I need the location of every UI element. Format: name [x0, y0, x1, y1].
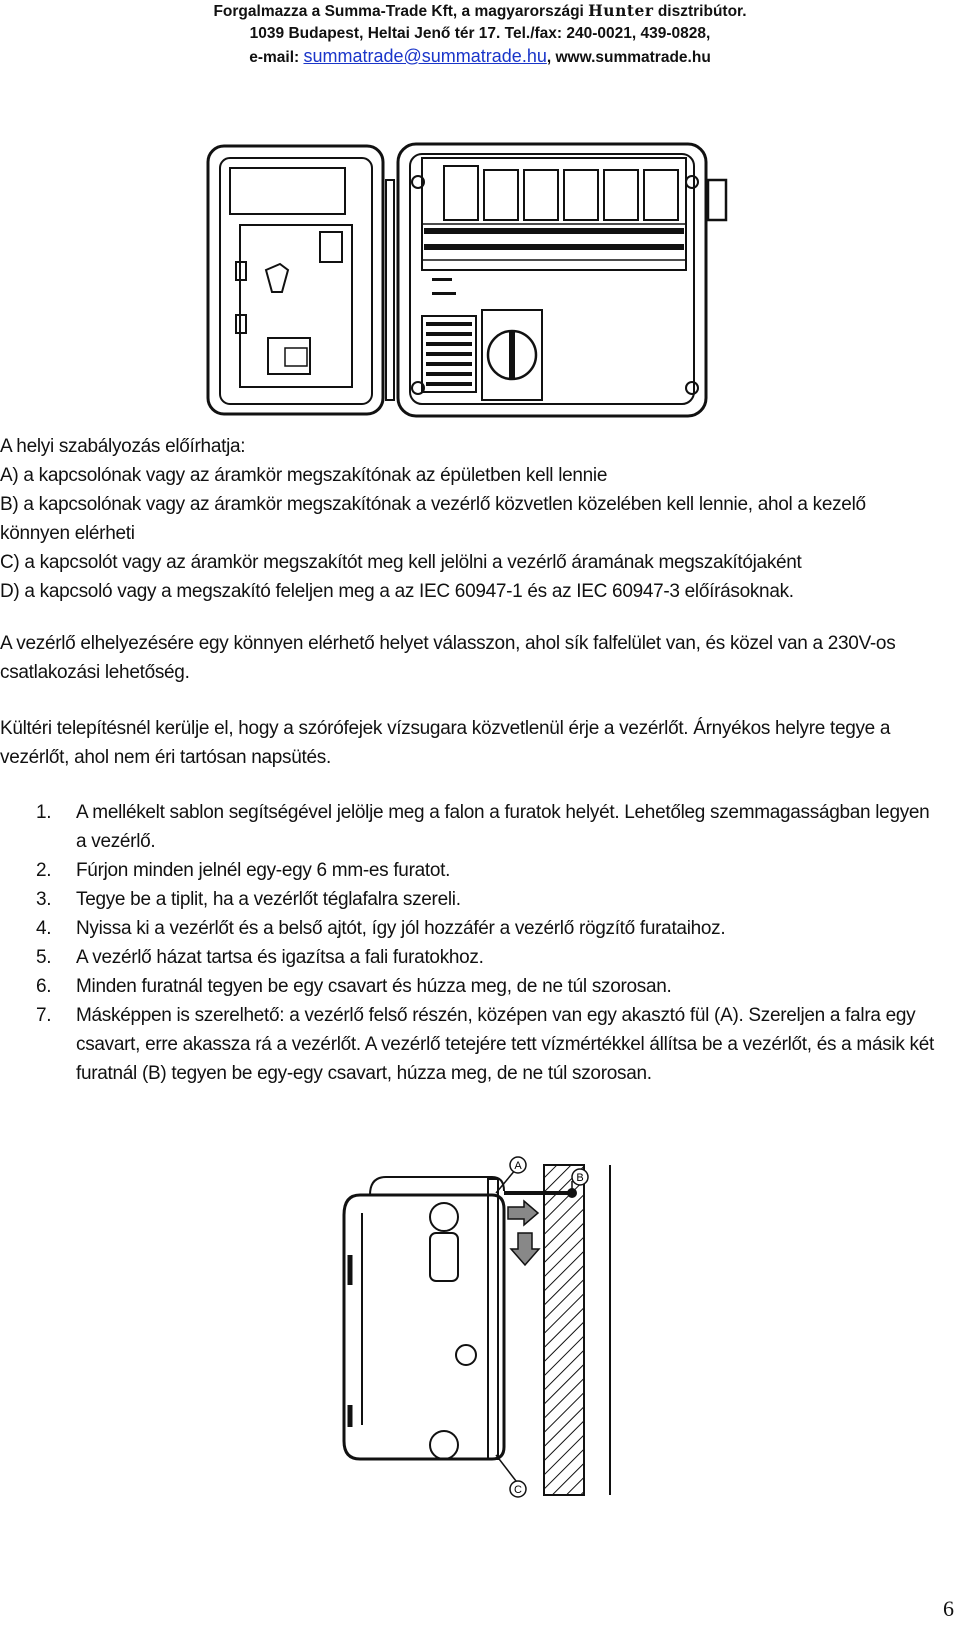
list-item: 2. Fúrjon minden jelnél egy-egy 6 mm-es furatot.	[36, 860, 451, 881]
header-line-1	[0, 0, 960, 23]
regulation-section	[0, 432, 940, 606]
outdoor-paragraph: Kültéri telepítésnél kerülje el, hogy a szórófejek vízsugara közvetlenül érje a vezérlőt. Árnyékos helyre tegye a vezérlőt, ahol nem éri tartósan napsütés.	[0, 718, 891, 768]
email-label: e-mail:	[249, 49, 304, 66]
wall-hatch	[544, 1165, 584, 1495]
list-item: 4. Nyissa ki a vezérlőt és a belső ajtót, így jól hozzáfér a vezérlő rögzítő furataihoz.	[36, 918, 726, 939]
list-item: 6. Minden furatnál tegyen be egy csavart és húzza meg, de ne túl szorosan.	[36, 976, 672, 997]
header-line-2: 1039 Budapest, Heltai Jenő tér 17. Tel./fax: 240-0021, 439-0828,	[249, 25, 711, 42]
list-item: 3. Tegye be a tiplit, ha a vezérlőt téglafalra szereli.	[36, 889, 461, 910]
controller-open-figure	[200, 140, 740, 425]
brand-logo-text: Hunter	[588, 1, 654, 20]
page-header	[0, 0, 960, 69]
label-b: B	[576, 1172, 584, 1184]
controller-body	[344, 1195, 504, 1459]
regulation-intro: A helyi szabályozás előírhatja:	[0, 436, 246, 457]
arrow-right-icon	[508, 1201, 538, 1225]
regulation-item-a: A) a kapcsolónak vagy az áramkör megszakítónak az épületben kell lennie	[0, 465, 608, 486]
list-item: 7. Másképpen is szerelhető: a vezérlő felső részén, középen van egy akasztó fül (A). Szereljen a falra egy csavart, erre akassza rá a vezérlőt. A vezérlő tetejére tett vízmértékkel állítsa be a vezérlőt, és a másik két furatnál (B) tegyen be egy-egy csavart, húzza meg, de ne túl szorosan.	[36, 1005, 934, 1084]
page-number: 6	[943, 1596, 954, 1621]
distributor-text: Forgalmazza a Summa-Trade Kft, a magyarországi	[213, 3, 589, 20]
installation-steps	[36, 798, 936, 1088]
label-c: C	[514, 1484, 522, 1496]
distributor-suffix: disztribútor.	[653, 3, 747, 20]
wall-mount-figure	[340, 1155, 660, 1500]
label-a: A	[514, 1160, 522, 1172]
website-link[interactable]: www.summatrade.hu	[555, 49, 711, 66]
regulation-item-b: B) a kapcsolónak vagy az áramkör megszakítónak a vezérlő közvetlen közelében kell lennie, ahol a kezelő könnyen elérheti	[0, 494, 866, 544]
email-link[interactable]: summatrade@summatrade.hu	[303, 46, 547, 66]
separator: ,	[546, 49, 556, 66]
header-line-3	[0, 45, 960, 69]
regulation-item-d: D) a kapcsoló vagy a megszakító feleljen meg a az IEC 60947-1 és az IEC 60947-3 előírásoknak.	[0, 581, 794, 602]
regulation-item-c: C) a kapcsolót vagy az áramkör megszakítót meg kell jelölni a vezérlő áramának megszakítójaként	[0, 552, 802, 573]
arrow-down-icon	[511, 1233, 539, 1265]
list-item: 5. A vezérlő házat tartsa és igazítsa a fali furatokhoz.	[36, 947, 484, 968]
location-paragraph: A vezérlő elhelyezésére egy könnyen elérhető helyet válasszon, ahol sík falfelület van, és közel van a 230V-os csatlakozási lehetőség.	[0, 633, 896, 683]
list-item: 1. A mellékelt sablon segítségével jelölje meg a falon a furatok helyét. Lehetőleg szemmagasságban legyen a vezérlő.	[36, 802, 930, 852]
